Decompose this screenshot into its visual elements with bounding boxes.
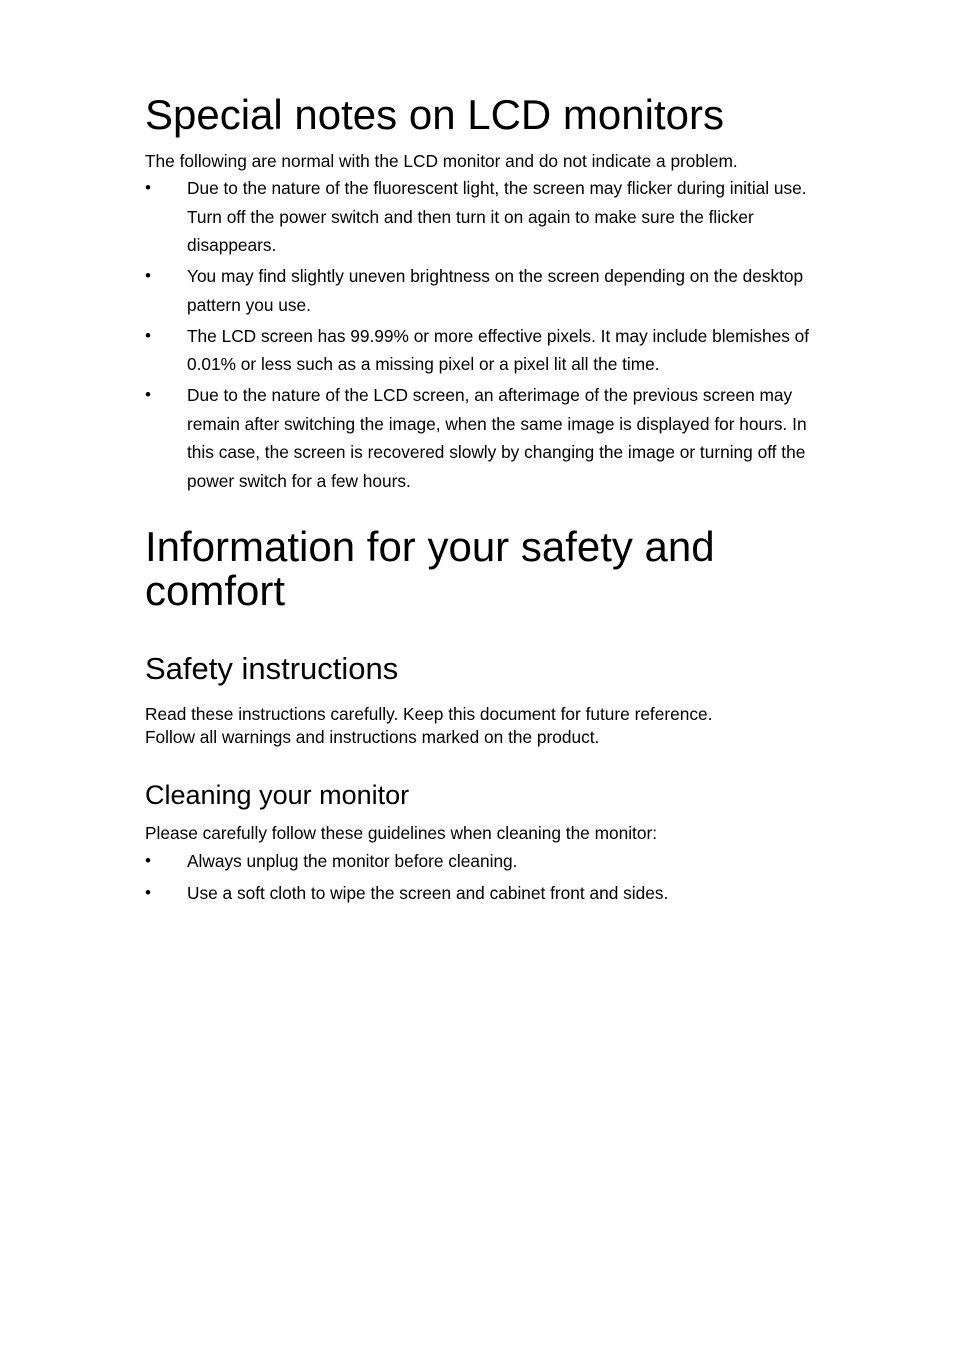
list-item-text: The LCD screen has 99.99% or more effective pixels. It may include blemishes of 0.01% or less such as a missing pixel or a pixel lit all the time. xyxy=(187,325,810,374)
list-item-text: Due to the nature of the fluorescent light, the screen may flicker during initial use. Turn off the power switch and then turn it on again to make sure the flicker disappears. xyxy=(187,178,807,255)
list-item xyxy=(145,262,835,319)
bullet-icon: • xyxy=(145,385,151,404)
lcd-notes-intro: The following are normal with the LCD monitor and do not indicate a problem. xyxy=(145,151,738,171)
bullet-icon: • xyxy=(145,325,151,345)
list-item xyxy=(145,174,835,260)
list-item xyxy=(145,847,835,876)
bullet-icon: • xyxy=(145,851,151,870)
list-item-text: You may find slightly uneven brightness on the screen depending on the desktop pattern you use. xyxy=(187,266,804,315)
bullet-icon: • xyxy=(145,266,151,285)
subsection-title-cleaning: Cleaning your monitor xyxy=(145,780,410,810)
safety-text-line-1: Read these instructions carefully. Keep this document for future reference. xyxy=(145,704,713,724)
cleaning-intro: Please carefully follow these guidelines when cleaning the monitor: xyxy=(145,823,658,843)
list-item xyxy=(145,322,835,379)
section-title-line-2: comfort xyxy=(145,567,286,614)
bullet-icon: • xyxy=(145,882,151,902)
list-item-text: Always unplug the monitor before cleaning. xyxy=(187,851,518,871)
list-item-text: Use a soft cloth to wipe the screen and cabinet front and sides. xyxy=(187,882,669,903)
list-item xyxy=(145,879,835,908)
section-title-safety-comfort xyxy=(145,525,835,613)
section-title-lcd-notes: Special notes on LCD monitors xyxy=(145,91,724,138)
list-item xyxy=(145,381,835,495)
safety-text-line-2: Follow all warnings and instructions marked on the product. xyxy=(145,727,600,747)
section-title-line-1: Information for your safety and xyxy=(145,523,715,570)
list-item-text: Due to the nature of the LCD screen, an afterimage of the previous screen may remain after switching the image, when the same image is displayed for hours. In this case, the screen is recovered slowly by changing the image or turning off the power switch for a few hours. xyxy=(187,385,807,491)
lcd-notes-list xyxy=(145,174,835,498)
cleaning-list xyxy=(145,847,835,910)
bullet-icon: • xyxy=(145,178,151,197)
subsection-title-safety-instructions: Safety instructions xyxy=(145,651,399,686)
